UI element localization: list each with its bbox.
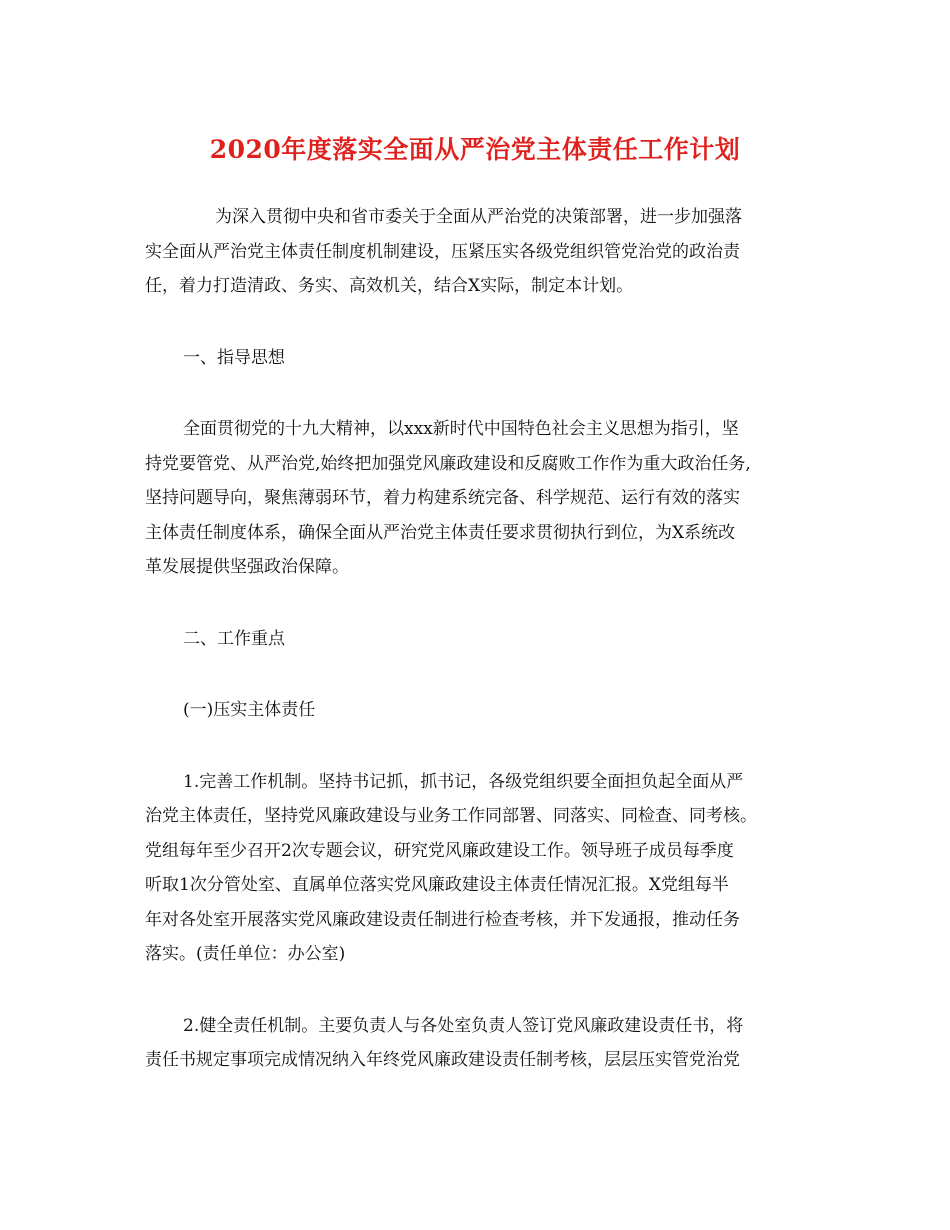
- paragraph-line: 听取1次分管处室、直属单位落实党风廉政建设主体责任情况汇报。X党组每半: [145, 875, 729, 895]
- intro-paragraph: [145, 200, 810, 304]
- item-1-paragraph: [145, 765, 810, 972]
- paragraph-line: 2.健全责任机制。主要负责人与各处室负责人签订党风廉政建设责任书，将: [183, 1015, 744, 1036]
- paragraph-line: 实全面从严治党主体责任制度机制建设，压紧压实各级党组织管党治党的政治责: [145, 241, 740, 262]
- paragraph-line: 坚持问题导向，聚焦薄弱环节，着力构建系统完备、科学规范、运行有效的落实: [145, 488, 740, 508]
- paragraph-line: 任，着力打造清政、务实、高效机关，结合X实际，制定本计划。: [145, 276, 634, 296]
- paragraph-line: 年对各处室开展落实党风廉政建设责任制进行检查考核，并下发通报，推动任务: [145, 909, 740, 930]
- paragraph-line: 为深入贯彻中央和省市委关于全面从严治党的决策部署，进一步加强落: [215, 207, 742, 227]
- paragraph-line: 1.完善工作机制。坚持书记抓，抓书记，各级党组织要全面担负起全面从严: [183, 771, 744, 792]
- paragraph-line: 落实。(责任单位：办公室): [145, 944, 346, 964]
- paragraph-line: 持党要管党、从严治党,始终把加强党风廉政建设和反腐败工作作为重大政治任务,: [145, 453, 751, 474]
- guiding-thought-paragraph: [145, 412, 810, 585]
- section-heading-guiding-thought: 一、指导思想: [183, 347, 285, 368]
- paragraph-line: 革发展提供坚强政治保障。: [145, 557, 349, 577]
- subsection-heading-main-responsibility: (一)压实主体责任: [183, 700, 316, 720]
- paragraph-line: 责任书规定事项完成情况纳入年终党风廉政建设责任制考核，层层压实管党治党: [145, 1050, 740, 1070]
- item-2-paragraph: [145, 1009, 810, 1078]
- document-title: 2020年度落实全面从严治党主体责任工作计划: [209, 135, 741, 164]
- paragraph-line: 全面贯彻党的十九大精神，以xxx新时代中国特色社会主义思想为指引，坚: [183, 419, 739, 439]
- paragraph-line: 主体责任制度体系，确保全面从严治党主体责任要求贯彻执行到位，为X系统改: [145, 522, 736, 543]
- paragraph-line: 治党主体责任，坚持党风廉政建设与业务工作同部署、同落实、同检查、同考核。: [145, 806, 757, 826]
- document-body: [145, 200, 810, 1115]
- paragraph-line: 党组每年至少召开2次专题会议，研究党风廉政建设工作。领导班子成员每季度: [145, 840, 734, 861]
- section-heading-work-focus: 二、工作重点: [183, 628, 285, 649]
